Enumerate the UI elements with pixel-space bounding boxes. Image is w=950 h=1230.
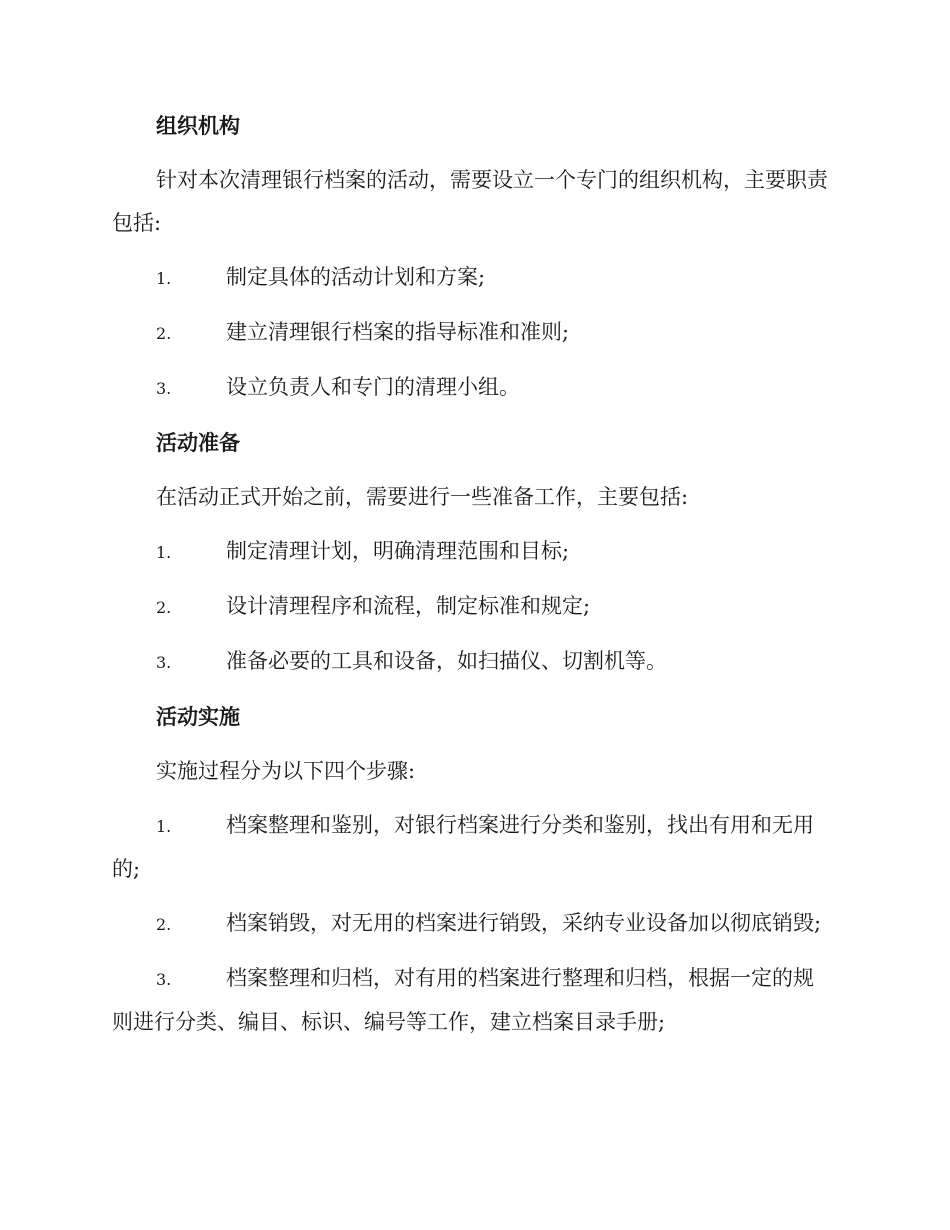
list-item-text: 制定清理计划，明确清理范围和目标; (226, 539, 570, 563)
section-list (112, 530, 834, 684)
list-item (112, 957, 834, 1044)
section-list (112, 804, 834, 1044)
list-item (112, 311, 834, 355)
section-heading: 组织机构 (156, 114, 240, 138)
list-item-text: 设计清理程序和流程，制定标准和规定; (226, 594, 591, 618)
section-implementation (112, 695, 834, 1044)
list-item-number: 3. (156, 653, 172, 672)
list-item (112, 640, 834, 684)
section-heading: 活动实施 (156, 705, 240, 729)
list-item-number: 3. (156, 379, 172, 398)
list-item (112, 530, 834, 574)
document-page (112, 104, 834, 1055)
list-item (112, 585, 834, 629)
list-item-text: 建立清理银行档案的指导标准和准则; (226, 320, 570, 344)
section-organization (112, 104, 834, 410)
section-list (112, 256, 834, 410)
list-item (112, 256, 834, 300)
list-item-text: 档案整理和鉴别，对银行档案进行分类和鉴别，找出有用和无用的; (112, 813, 814, 881)
section-intro: 实施过程分为以下四个步骤: (156, 759, 416, 783)
list-item-text: 准备必要的工具和设备，如扫描仪、切割机等。 (226, 649, 667, 673)
list-item-number: 1. (156, 269, 172, 288)
list-item-text: 制定具体的活动计划和方案; (226, 265, 486, 289)
list-item-number: 1. (156, 543, 172, 562)
list-item-number: 1. (156, 817, 172, 836)
list-item (112, 902, 834, 946)
list-item-text: 档案整理和归档，对有用的档案进行整理和归档，根据一定的规则进行分类、编目、标识、编号等工作，建立档案目录手册; (112, 966, 814, 1034)
list-item-number: 2. (156, 324, 172, 343)
list-item-text: 设立负责人和专门的清理小组。 (226, 375, 520, 399)
list-item (112, 366, 834, 410)
section-intro: 在活动正式开始之前，需要进行一些准备工作，主要包括: (156, 485, 689, 509)
list-item-text: 档案销毁，对无用的档案进行销毁，采纳专业设备加以彻底销毁; (226, 911, 822, 935)
section-heading: 活动准备 (156, 431, 240, 455)
list-item (112, 804, 834, 891)
list-item-number: 2. (156, 598, 172, 617)
list-item-number: 2. (156, 915, 172, 934)
list-item-number: 3. (156, 970, 172, 989)
section-intro: 针对本次清理银行档案的活动，需要设立一个专门的组织机构，主要职责包括: (112, 168, 828, 235)
section-preparation (112, 421, 834, 684)
